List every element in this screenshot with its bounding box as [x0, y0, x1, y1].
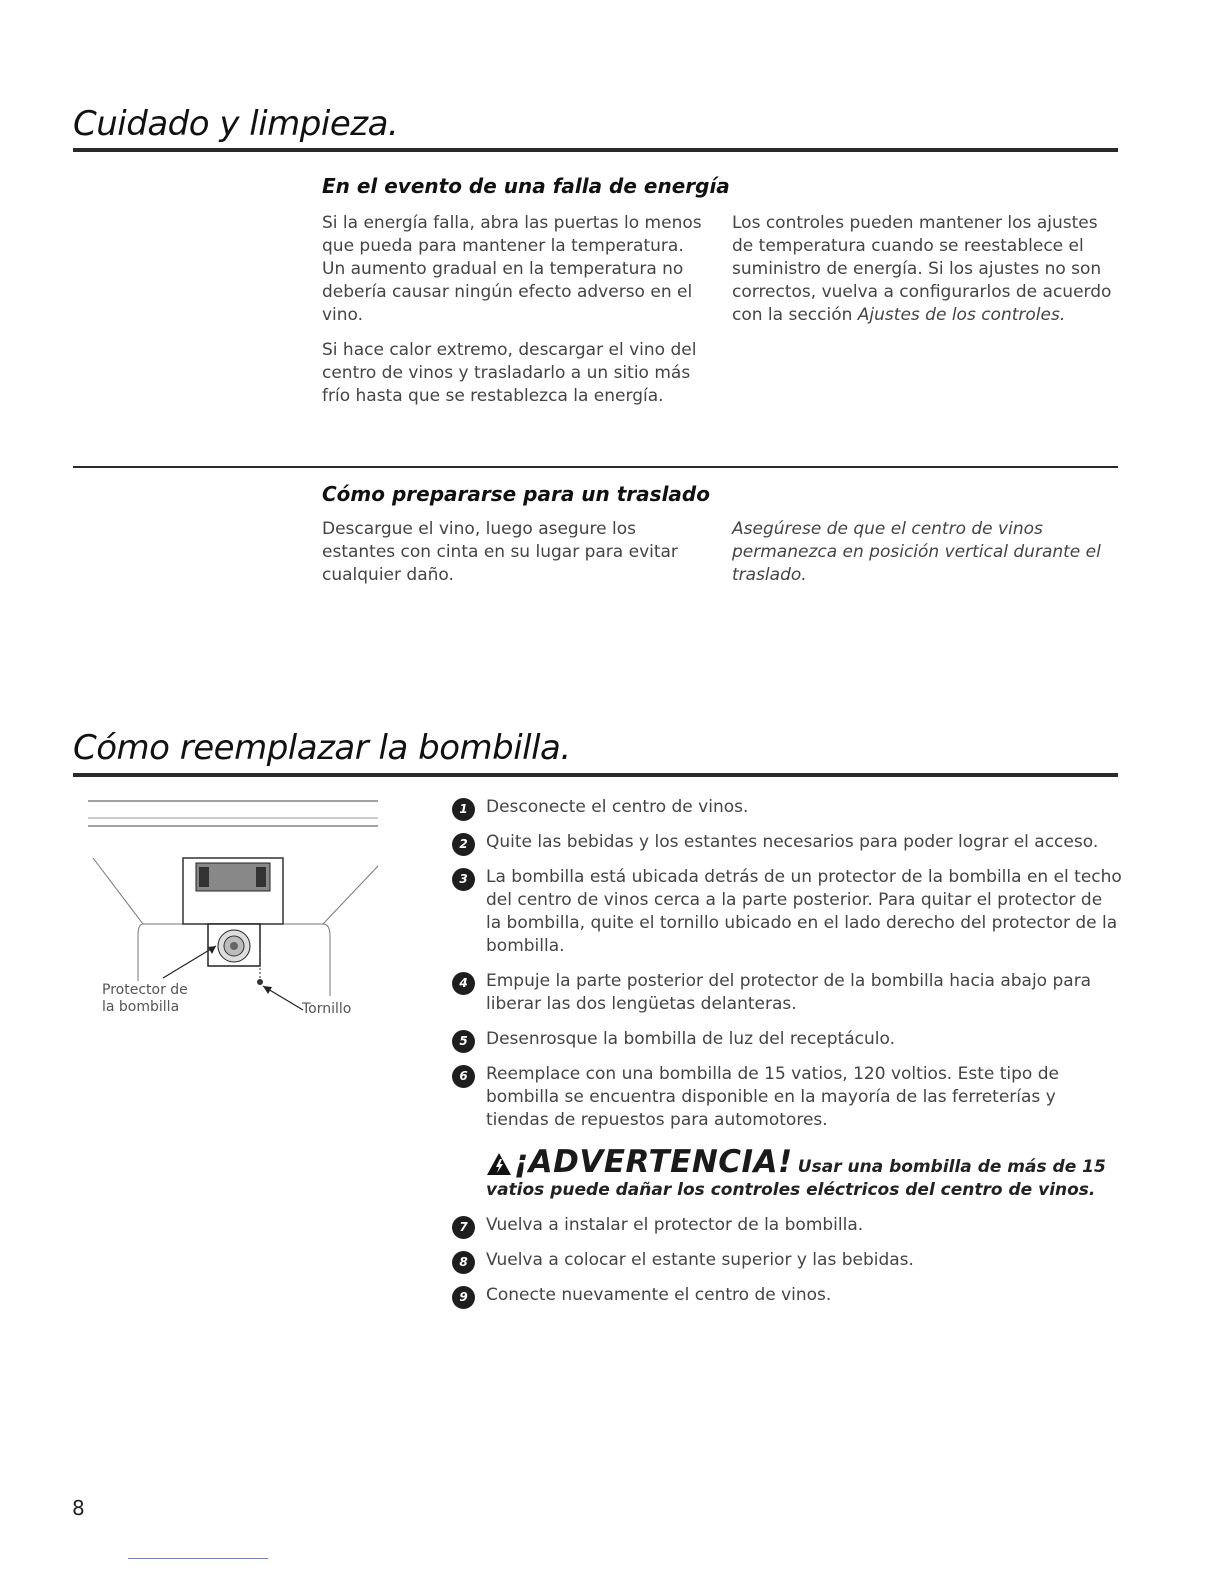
page-number: 8: [72, 1496, 85, 1520]
label-bulb-shield-line-1: Protector de: [102, 982, 188, 998]
step-text: La bombilla está ubicada detrás de un protector de la bombilla en el techo del centro de vinos cerca a la parte posterior. Para quitar el protector de la bombilla, quite el tornillo ubicado en el lado derecho del protector de la bombilla.: [486, 867, 1122, 956]
step-item: [452, 1063, 1122, 1132]
moving-right-column: [732, 518, 1102, 599]
warning-shock-icon: [486, 1152, 512, 1180]
power-failure-right-column: [732, 212, 1117, 339]
section-title-care: Cuidado y limpieza.: [73, 104, 399, 144]
step-number-icon: 9: [452, 1286, 475, 1309]
step-number-icon: 8: [452, 1251, 475, 1274]
label-bulb-shield-line-2: la bombilla: [102, 999, 180, 1015]
step-text: Reemplace con una bombilla de 15 vatios, 120 voltios. Este tipo de bombilla se encuentra disponible en la mayoría de las ferreterías y tiendas de repuestos para automotores.: [486, 1064, 1059, 1130]
step-item: [452, 796, 1122, 819]
power-failure-left-column: [322, 212, 712, 420]
section-divider: [73, 773, 1118, 777]
bulb-replacement-steps: [452, 796, 1122, 1319]
step-item: [452, 1214, 1122, 1237]
step-item: [452, 970, 1122, 1016]
controls-settings-reference: Ajustes de los controles.: [857, 305, 1066, 325]
power-failure-paragraph-1: Si la energía falla, abra las puertas lo menos que pueda para mantener la temperatura. Un aumento gradual en la temperatura no debería causar ningún efecto adverso en el vino.: [322, 213, 702, 325]
step-number-icon: 4: [452, 972, 475, 995]
warning-block: [452, 1144, 1122, 1200]
step-text: Vuelva a instalar el protector de la bombilla.: [486, 1215, 864, 1235]
heading-power-failure: En el evento de una falla de energía: [322, 174, 730, 198]
label-bulb-shield: [102, 982, 188, 1016]
step-number-icon: 7: [452, 1216, 475, 1239]
power-failure-paragraph-2: Si hace calor extremo, descargar el vino del centro de vinos y trasladarlo a un sitio más frío hasta que se restablezca la energía.: [322, 340, 697, 406]
power-failure-paragraph-3: [732, 212, 1117, 327]
warning-text: Usar una bombilla de más de 15 vatios puede dañar los controles eléctricos del centro de vinos.: [486, 1157, 1106, 1200]
warning-title: ¡ADVERTENCIA!: [514, 1144, 793, 1180]
footer-line: [128, 1558, 268, 1559]
step-number-icon: 2: [452, 833, 475, 856]
heading-moving: Cómo prepararse para un traslado: [322, 482, 710, 506]
label-screw: Tornillo: [302, 1001, 352, 1017]
step-number-icon: 6: [452, 1065, 475, 1088]
section-divider: [73, 148, 1118, 152]
step-number-icon: 5: [452, 1030, 475, 1053]
step-item: [452, 1284, 1122, 1307]
step-item: [452, 1028, 1122, 1051]
step-text: Quite las bebidas y los estantes necesarios para poder lograr el acceso.: [486, 832, 1099, 852]
step-text: Vuelva a colocar el estante superior y las bebidas.: [486, 1250, 914, 1270]
step-text: Desenrosque la bombilla de luz del receptáculo.: [486, 1029, 895, 1049]
moving-left-column: [322, 518, 702, 599]
step-number-icon: 1: [452, 798, 475, 821]
power-failure-paragraph-3-text: Los controles pueden mantener los ajustes de temperatura cuando se reestablece el suministro de energía. Si los ajustes no son correctos, vuelva a configurarlos de acuerdo con la sección: [732, 213, 1112, 325]
step-text: Empuje la parte posterior del protector de la bombilla hacia abajo para liberar las dos lengüetas delanteras.: [486, 971, 1092, 1014]
step-text: Conecte nuevamente el centro de vinos.: [486, 1285, 832, 1305]
section-divider: [73, 466, 1118, 468]
step-item: [452, 1249, 1122, 1272]
step-text: Desconecte el centro de vinos.: [486, 797, 749, 817]
step-item: [452, 866, 1122, 958]
moving-note: Asegúrese de que el centro de vinos permanezca en posición vertical durante el traslado.: [732, 519, 1101, 585]
section-title-bulb: Cómo reemplazar la bombilla.: [73, 728, 571, 768]
bulb-shield-illustration: [88, 796, 388, 1030]
moving-paragraph: Descargue el vino, luego asegure los estantes con cinta en su lugar para evitar cualquier daño.: [322, 519, 678, 585]
step-item: [452, 831, 1122, 854]
step-number-icon: 3: [452, 868, 475, 891]
